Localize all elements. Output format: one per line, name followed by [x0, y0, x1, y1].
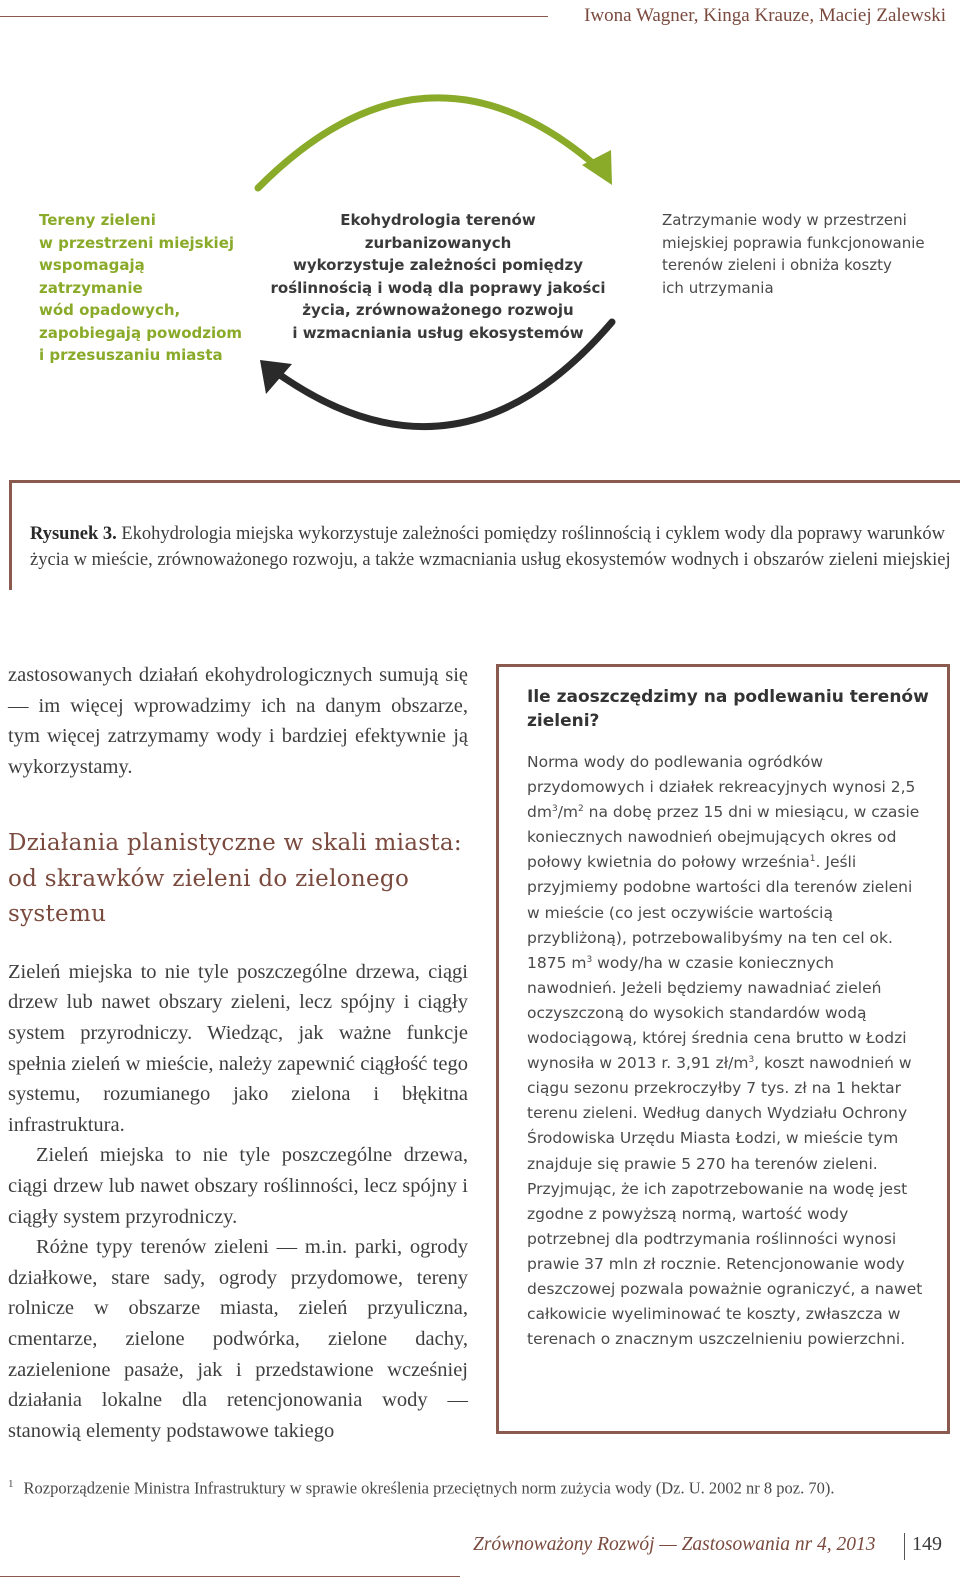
figure-right-text: Zatrzymanie wody w przestrzeni miejskiej poprawia funkcjonowanie terenów zieleni i obniża koszty ich utrzymania [662, 211, 925, 297]
figure-caption [30, 522, 955, 573]
sidebar-box-body: Norma wody do podlewania ogródków przydomowych i działek rekreacyjnych wynosi 2,5 $dm^3/m^2$ na dobę przez 15 dni w miesiącu, w czasie koniecznych nawodnień obejmujących okres od połowy kwietnia do połowy września$^1$. Jeśli przyjmiemy podobne wartości dla terenów zieleni w mieście (co jest oczywiście wartością przybliżoną), potrzebowalibyśmy na ten cel ok. 1875 $m^3$ wody/ha w czasie koniecznych nawodnień. Jeżeli będziemy nawadniać zieleń oczyszczoną do wysokich standardów wodą wodociągową, której średnia cena brutto w Łodzi wynosiła w 2013 r. 3,91 $zł/m^3$, koszt nawodnień w ciągu sezonu przekroczyłby 7 tys. zł na 1 hektar terenu zieleni. Według danych Wydziału Ochrony Środowiska Urzędu Miasta Łodzi, w mieście tym znajduje się prawie 5 270 ha terenów zieleni. Przyjmując, że ich zapotrzebowanie na wodę jest zgodne z powyższą normą, wartość wody potrzebnej dla podtrzymania roślinności wynosi prawie 37 mln zł rocznie. Retencjonowanie wody deszczowej pozwala poważnie ograniczyć, a nawet całkowicie wyeliminować te koszty, zwłaszcza w terenach o znacznym uszczelnieniu powierzchni. [527, 753, 923, 1349]
body-column [8, 660, 468, 1446]
footnote [8, 1478, 948, 1499]
green-cycle-arrow [258, 98, 595, 188]
body-paragraph-1: zastosowanych działań ekohydrologicznych sumują się — im więcej wprowadzimy ich na danym obszarze, tym więcej zatrzymamy wody i bardziej efektywnie ją wykorzystamy. [8, 664, 468, 778]
body-paragraph-4: Różne typy terenów zieleni — m.in. parki, ogrody działkowe, stare sady, ogrody przydomowe, tereny rolnicze w obszarze miasta, zieleń przyuliczna, cmentarze, zielone podwórka, zielone dachy, zazielenione pasaże, jak i przedstawione wcześniej działania lokalne dla retencjonowania wody — stanowią elementy podstawowe takiego [8, 1236, 468, 1442]
caption-text: Ekohydrologia miejska wykorzystuje zależności pomiędzy roślinnością i cyklem wody dla poprawy warunków życia w mieście, zrównoważonego rozwoju, a także wzmacniania usług ekosystemów wodnych i obszarów zieleni miejskiej [30, 524, 951, 570]
footer-separator [904, 1533, 905, 1560]
running-header-authors: Iwona Wagner, Kinga Krauze, Maciej Zalewski [584, 5, 946, 26]
body-paragraph-2: Zieleń miejska to nie tyle poszczególne drzewa, ciągi drzew lub nawet obszary zieleni, lecz spójny i ciągły system przyrodniczy. Wiedząc, jak ważne funkcje spełnia zieleń w mieście, należy zapewnić ciągłość tego systemu, rozumianego jako zielona i błękitna infrastruktura. [8, 960, 468, 1136]
caption-label: Rysunek 3. [30, 524, 117, 544]
footer-rule [0, 1576, 460, 1577]
body-paragraph-3: Zieleń miejska to nie tyle poszczególne drzewa, ciągi drzew lub nawet obszary roślinności, lecz spójny i ciągły system przyrodniczy. [8, 1144, 468, 1228]
figure-left-text: Tereny zieleni w przestrzeni miejskiej wspomagają zatrzymanie wód opadowych, zapobiegają powodziom i przesuszaniu miasta [39, 211, 243, 364]
section-heading: Działania planistyczne w skali miasta: od skrawków zieleni do zielonego systemu [8, 830, 462, 928]
caption-frame-top [9, 480, 960, 483]
footnote-text: Rozporządzenie Ministra Infrastruktury w sprawie określenia przeciętnych norm zużycia wody (Dz. U. 2002 nr 8 poz. 70). [23, 1478, 835, 1498]
figure-center-text: Ekohydrologia terenów zurbanizowanych wykorzystuje zależności pomiędzy roślinnością i wodą dla poprawy jakości życia, zrównoważonego rozwoju i wzmacniania usług ekosystemów [270, 211, 606, 342]
sidebar-box-title: Ile zaoszczędzimy na podlewaniu terenów zieleni? [527, 687, 929, 731]
caption-frame-left [9, 480, 12, 590]
footnote-number: 1 [8, 1478, 14, 1490]
running-footer-journal: Zrównoważony Rozwój — Zastosowania nr 4, 2013 [473, 1534, 876, 1555]
page-number: 149 [912, 1533, 942, 1555]
